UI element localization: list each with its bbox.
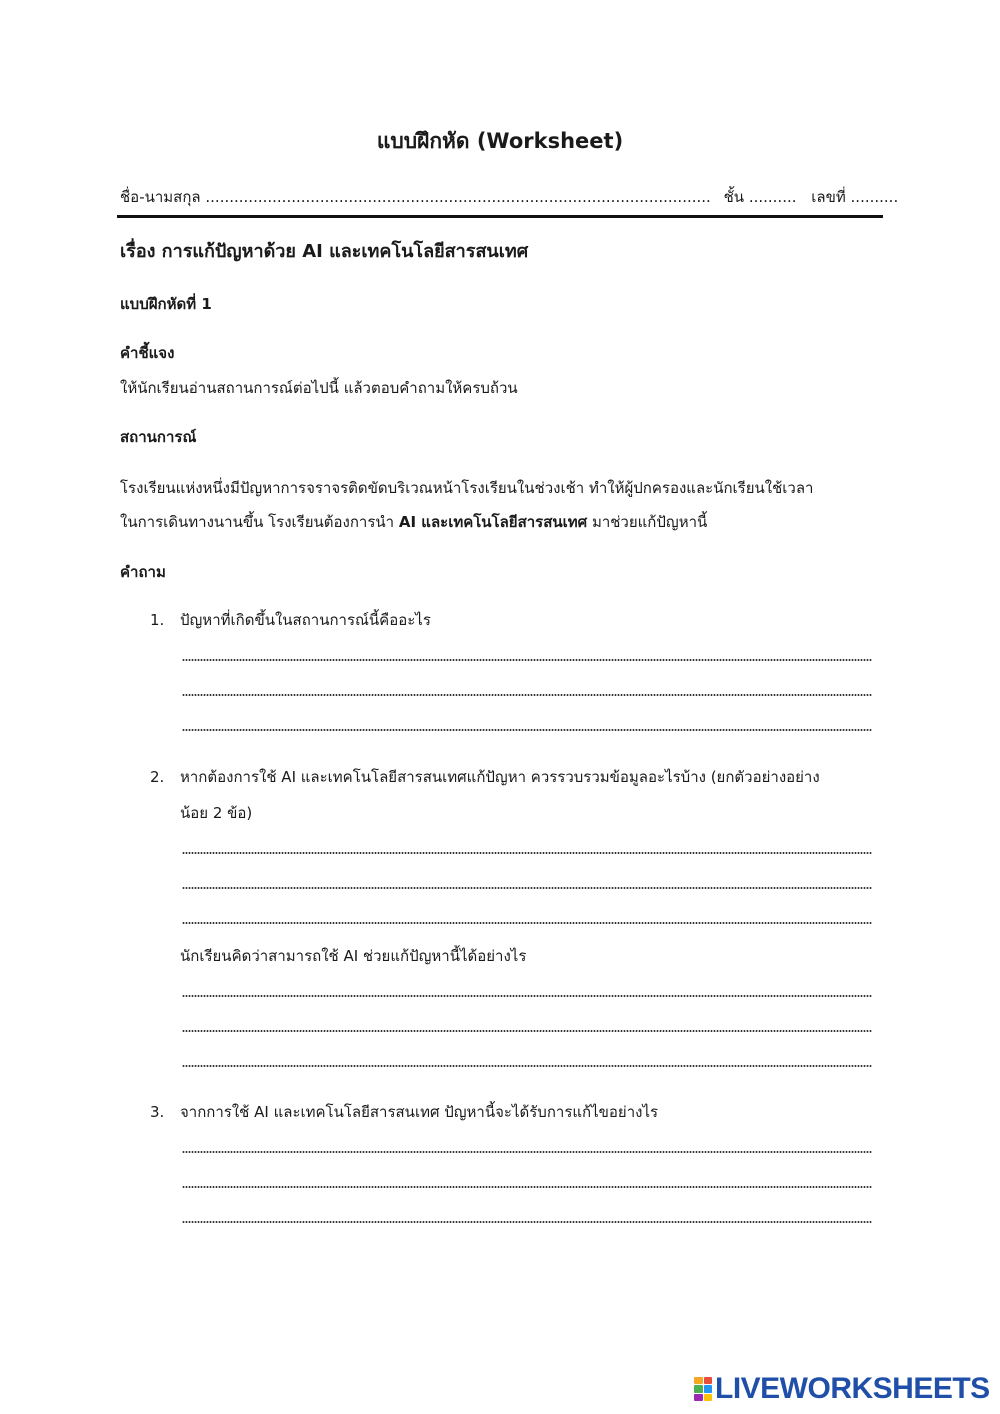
scenario-line-2-bold: AI และเทคโนโลยีสารสนเทศ [398, 513, 588, 531]
scenario-line-2-prefix: ในการเดินทางนานขึ้น โรงเรียนต้องการนำ [120, 513, 399, 531]
worksheet-title: แบบฝึกหัด (Worksheet) [376, 129, 624, 153]
answer-line[interactable] [182, 1151, 872, 1153]
logo-cell [694, 1394, 703, 1401]
answer-input[interactable] [182, 711, 876, 733]
answer-input[interactable] [182, 869, 876, 891]
answer-line[interactable] [182, 995, 872, 997]
question-1-text: ปัญหาที่เกิดขึ้นในสถานการณ์นี้คืออะไร [180, 611, 431, 629]
student-info-line [120, 186, 899, 208]
answer-line[interactable] [182, 1186, 872, 1188]
logo-cell [694, 1385, 703, 1392]
answer-line[interactable] [182, 1221, 872, 1223]
question-1-number: 1. [150, 611, 165, 629]
answer-input[interactable] [182, 676, 876, 698]
header-divider [117, 215, 883, 218]
instructions-text: ให้นักเรียนอ่านสถานการณ์ต่อไปนี้ แล้วตอบคำถามให้ครบถ้วน [120, 379, 518, 397]
answer-line[interactable] [182, 887, 872, 889]
answer-input[interactable] [182, 1203, 876, 1225]
scenario-line-1: โรงเรียนแห่งหนึ่งมีปัญหาการจราจรติดขัดบริเวณหน้าโรงเรียนในช่วงเช้า ทำให้ผู้ปกครองและนักเรียนใช้เวลา [120, 479, 814, 497]
answer-line[interactable] [182, 694, 872, 696]
answer-input[interactable] [182, 977, 876, 999]
answer-line[interactable] [182, 1065, 872, 1067]
answer-line[interactable] [182, 659, 872, 661]
scenario-heading: สถานการณ์ [120, 428, 197, 446]
class-label: ชั้น [723, 188, 745, 206]
answer-line[interactable] [182, 729, 872, 731]
name-label: ชื่อ-นามสกุล [120, 188, 201, 206]
instructions-heading: คำชี้แจง [120, 344, 175, 362]
answer-input[interactable] [182, 1047, 876, 1069]
question-2-text-cont: น้อย 2 ข้อ) [180, 804, 253, 822]
exercise-label: แบบฝึกหัดที่ 1 [120, 295, 212, 313]
liveworksheets-brand[interactable] [694, 1372, 990, 1405]
scenario-line-2-suffix: มาช่วยแก้ปัญหานี้ [587, 513, 708, 531]
answer-line[interactable] [182, 1030, 872, 1032]
answer-input[interactable] [182, 1012, 876, 1034]
logo-cell [694, 1377, 703, 1384]
answer-line[interactable] [182, 852, 872, 854]
question-2-number: 2. [150, 768, 165, 786]
question-3-number: 3. [150, 1103, 165, 1121]
question-2-subquestion: นักเรียนคิดว่าสามารถใช้ AI ช่วยแก้ปัญหานี้ได้อย่างไร [180, 947, 527, 965]
question-3-text: จากการใช้ AI และเทคโนโลยีสารสนเทศ ปัญหานี้จะได้รับการแก้ไขอย่างไร [180, 1103, 659, 1121]
answer-input[interactable] [182, 1133, 876, 1155]
question-2-text: หากต้องการใช้ AI และเทคโนโลยีสารสนเทศแก้ปัญหา ควรรวบรวมข้อมูลอะไรบ้าง (ยกตัวอย่างอย่าง [180, 768, 820, 786]
class-blank[interactable]: .......... [748, 188, 797, 206]
answer-line[interactable] [182, 922, 872, 924]
liveworksheets-logo-icon [694, 1377, 712, 1401]
brand-name: LIVEWORKSHEETS [715, 1372, 990, 1405]
answer-input[interactable] [182, 641, 876, 663]
number-label: เลขที่ [811, 188, 846, 206]
name-blank[interactable]: .......................................................................................................... [205, 188, 711, 206]
answer-input[interactable] [182, 904, 876, 926]
logo-cell [704, 1385, 713, 1392]
number-blank[interactable]: .......... [850, 188, 899, 206]
scenario-line-2 [120, 510, 707, 534]
answer-input[interactable] [182, 1168, 876, 1190]
subject-heading: เรื่อง การแก้ปัญหาด้วย AI และเทคโนโลยีสารสนเทศ [120, 241, 529, 262]
questions-heading: คำถาม [120, 563, 166, 581]
logo-cell [704, 1377, 713, 1384]
answer-input[interactable] [182, 834, 876, 856]
logo-cell [704, 1394, 713, 1401]
